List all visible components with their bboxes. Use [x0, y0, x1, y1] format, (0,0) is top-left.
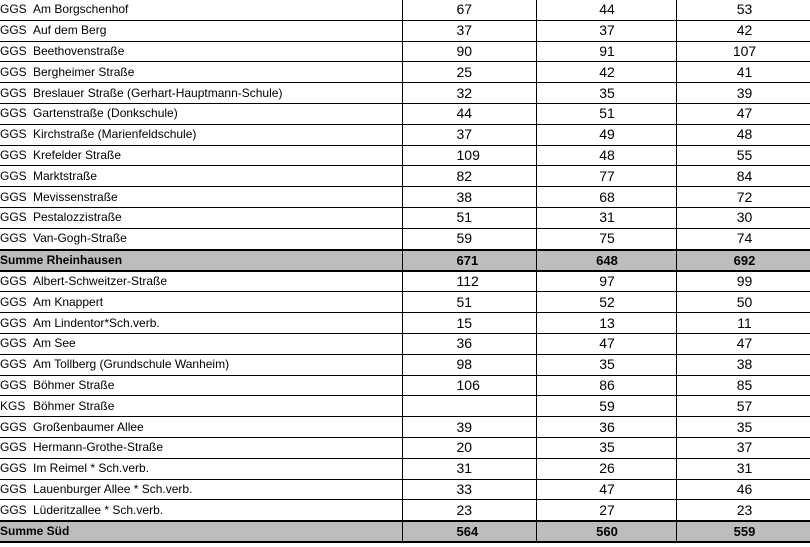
- value-cell-a: 33: [402, 479, 536, 500]
- school-name: Auf dem Berg: [33, 23, 107, 38]
- value-cell-b: 75: [536, 228, 676, 249]
- value-cell-b: 48: [536, 145, 676, 166]
- school-type: GGS: [0, 147, 27, 162]
- value-cell-b: 97: [536, 271, 676, 292]
- value-cell-c: 85: [676, 375, 810, 396]
- value-cell-c: 30: [676, 207, 810, 228]
- school-type: GGS: [0, 23, 27, 38]
- school-name-cell: [0, 62, 402, 83]
- value-cell-a: 37: [402, 20, 536, 41]
- value-cell-b: 36: [536, 417, 676, 438]
- school-name: Am Lindentor*Sch.verb.: [33, 315, 160, 330]
- value-cell-c: 46: [676, 479, 810, 500]
- value-cell-c: 99: [676, 271, 810, 292]
- school-name-cell: [0, 479, 402, 500]
- value-cell-a: 112: [402, 271, 536, 292]
- value-cell-b: 49: [536, 124, 676, 145]
- value-cell-b: 47: [536, 333, 676, 354]
- value-cell-b: 42: [536, 62, 676, 83]
- value-cell-b: 86: [536, 375, 676, 396]
- school-type: GGS: [0, 168, 27, 183]
- school-name: Beethovenstraße: [33, 43, 125, 58]
- table-row: [0, 313, 810, 334]
- table-row: [0, 207, 810, 228]
- value-cell-b: 27: [536, 500, 676, 521]
- school-name-cell: [0, 20, 402, 41]
- value-cell-b: 91: [536, 41, 676, 62]
- value-cell-a: 20: [402, 437, 536, 458]
- school-name-cell: [0, 313, 402, 334]
- school-type: GGS: [0, 189, 27, 204]
- school-name: Am Tollberg (Grundschule Wanheim): [33, 357, 230, 372]
- school-name: Mevissenstraße: [33, 189, 118, 204]
- school-type: GGS: [0, 43, 27, 58]
- table-row: [0, 83, 810, 104]
- school-name: Am See: [33, 336, 76, 351]
- school-name-cell: [0, 207, 402, 228]
- school-name: Hermann-Grothe-Straße: [33, 440, 164, 455]
- value-cell-a: 38: [402, 187, 536, 208]
- summary-row: [0, 250, 810, 271]
- table-row: [0, 396, 810, 417]
- value-cell-c: 41: [676, 62, 810, 83]
- value-cell-a: [402, 396, 536, 417]
- summary-label: Summe Rheinhausen: [0, 252, 123, 267]
- value-cell-a: 109: [402, 145, 536, 166]
- school-name: Lüderitzallee * Sch.verb.: [33, 502, 164, 517]
- value-cell-a: 82: [402, 166, 536, 187]
- school-name: Im Reimel * Sch.verb.: [33, 461, 150, 476]
- value-cell-b: 52: [536, 292, 676, 313]
- table-row: [0, 0, 810, 20]
- school-name-cell: [0, 396, 402, 417]
- school-type: GGS: [0, 231, 27, 246]
- value-cell-a: 44: [402, 103, 536, 124]
- school-name: Krefelder Straße: [33, 147, 122, 162]
- table-row: [0, 500, 810, 521]
- school-name: Breslauer Straße (Gerhart-Hauptmann-Schule): [33, 85, 283, 100]
- school-name-cell: [0, 145, 402, 166]
- school-name-cell: [0, 124, 402, 145]
- value-cell-b: 13: [536, 313, 676, 334]
- school-name-cell: [0, 228, 402, 249]
- value-cell-c: 48: [676, 124, 810, 145]
- value-cell-c: 559: [676, 521, 810, 542]
- school-type: GGS: [0, 377, 27, 392]
- value-cell-a: 32: [402, 83, 536, 104]
- school-name-cell: [0, 41, 402, 62]
- table-row: [0, 271, 810, 292]
- value-cell-c: 55: [676, 145, 810, 166]
- school-type: GGS: [0, 502, 27, 517]
- value-cell-c: 39: [676, 83, 810, 104]
- school-name-cell: [0, 500, 402, 521]
- school-name-cell: [0, 437, 402, 458]
- value-cell-c: 72: [676, 187, 810, 208]
- school-name: Van-Gogh-Straße: [33, 231, 127, 246]
- value-cell-b: 648: [536, 250, 676, 271]
- value-cell-c: 23: [676, 500, 810, 521]
- value-cell-c: 35: [676, 417, 810, 438]
- summary-label: Summe Süd: [0, 524, 70, 539]
- value-cell-b: 51: [536, 103, 676, 124]
- value-cell-c: 37: [676, 437, 810, 458]
- school-type: GGS: [0, 2, 27, 17]
- value-cell-b: 26: [536, 458, 676, 479]
- school-type: GGS: [0, 440, 27, 455]
- value-cell-a: 39: [402, 417, 536, 438]
- school-name-cell: [0, 521, 402, 542]
- value-cell-b: 59: [536, 396, 676, 417]
- value-cell-b: 560: [536, 521, 676, 542]
- school-name: Kirchstraße (Marienfeldschule): [33, 127, 197, 142]
- table-row: [0, 375, 810, 396]
- school-type: KGS: [0, 398, 26, 413]
- school-type: GGS: [0, 315, 27, 330]
- school-name-cell: [0, 187, 402, 208]
- value-cell-b: 68: [536, 187, 676, 208]
- table-row: [0, 187, 810, 208]
- value-cell-b: 77: [536, 166, 676, 187]
- school-name: Albert-Schweitzer-Straße: [33, 273, 168, 288]
- school-name: Böhmer Straße: [33, 398, 115, 413]
- school-type: GGS: [0, 85, 27, 100]
- table-row: [0, 228, 810, 249]
- value-cell-a: 106: [402, 375, 536, 396]
- value-cell-c: 74: [676, 228, 810, 249]
- value-cell-a: 59: [402, 228, 536, 249]
- school-name-cell: [0, 292, 402, 313]
- school-name: Am Knappert: [33, 294, 104, 309]
- summary-row: [0, 521, 810, 542]
- value-cell-c: 692: [676, 250, 810, 271]
- school-type: GGS: [0, 294, 27, 309]
- school-type: GGS: [0, 336, 27, 351]
- table-row: [0, 20, 810, 41]
- value-cell-a: 31: [402, 458, 536, 479]
- school-name-cell: [0, 250, 402, 271]
- value-cell-a: 36: [402, 333, 536, 354]
- value-cell-c: 31: [676, 458, 810, 479]
- value-cell-a: 23: [402, 500, 536, 521]
- school-type: GGS: [0, 127, 27, 142]
- school-type: GGS: [0, 210, 27, 225]
- school-name-cell: [0, 103, 402, 124]
- table-row: [0, 333, 810, 354]
- value-cell-a: 98: [402, 354, 536, 375]
- value-cell-c: 38: [676, 354, 810, 375]
- table-row: [0, 417, 810, 438]
- value-cell-a: 51: [402, 292, 536, 313]
- value-cell-a: 51: [402, 207, 536, 228]
- table-row: [0, 354, 810, 375]
- value-cell-c: 57: [676, 396, 810, 417]
- table-row: [0, 292, 810, 313]
- school-type: GGS: [0, 461, 27, 476]
- table-row: [0, 479, 810, 500]
- school-type: GGS: [0, 419, 27, 434]
- school-name-cell: [0, 333, 402, 354]
- school-type: GGS: [0, 481, 27, 496]
- table-row: [0, 124, 810, 145]
- school-name-cell: [0, 417, 402, 438]
- school-name: Gartenstraße (Donkschule): [33, 106, 178, 121]
- value-cell-a: 671: [402, 250, 536, 271]
- school-name-cell: [0, 83, 402, 104]
- table-row: [0, 458, 810, 479]
- value-cell-a: 564: [402, 521, 536, 542]
- value-cell-c: 50: [676, 292, 810, 313]
- value-cell-b: 35: [536, 354, 676, 375]
- value-cell-c: 47: [676, 103, 810, 124]
- school-name: Böhmer Straße: [33, 377, 115, 392]
- school-name: Pestalozzistraße: [33, 210, 122, 225]
- school-name: Lauenburger Allee * Sch.verb.: [33, 481, 193, 496]
- school-name: Großenbaumer Allee: [33, 419, 144, 434]
- school-name: Am Borgschenhof: [33, 2, 129, 17]
- value-cell-c: 42: [676, 20, 810, 41]
- table-row: [0, 41, 810, 62]
- value-cell-a: 15: [402, 313, 536, 334]
- value-cell-c: 84: [676, 166, 810, 187]
- value-cell-b: 37: [536, 20, 676, 41]
- table-row: [0, 166, 810, 187]
- table-row: [0, 103, 810, 124]
- school-name-cell: [0, 166, 402, 187]
- school-name-cell: [0, 354, 402, 375]
- value-cell-c: 47: [676, 333, 810, 354]
- table-row: [0, 437, 810, 458]
- value-cell-c: 53: [676, 0, 810, 20]
- table-row: [0, 62, 810, 83]
- school-name-cell: [0, 271, 402, 292]
- school-name-cell: [0, 0, 402, 20]
- school-type: GGS: [0, 106, 27, 121]
- value-cell-c: 107: [676, 41, 810, 62]
- value-cell-c: 11: [676, 313, 810, 334]
- value-cell-b: 31: [536, 207, 676, 228]
- value-cell-a: 90: [402, 41, 536, 62]
- school-name: Bergheimer Straße: [33, 64, 135, 79]
- table-row: [0, 145, 810, 166]
- value-cell-b: 35: [536, 437, 676, 458]
- value-cell-a: 37: [402, 124, 536, 145]
- value-cell-b: 47: [536, 479, 676, 500]
- value-cell-b: 44: [536, 0, 676, 20]
- school-type: GGS: [0, 357, 27, 372]
- value-cell-a: 25: [402, 62, 536, 83]
- school-name: Marktstraße: [33, 168, 98, 183]
- school-type: GGS: [0, 273, 27, 288]
- value-cell-a: 67: [402, 0, 536, 20]
- school-type: GGS: [0, 64, 27, 79]
- value-cell-b: 35: [536, 83, 676, 104]
- school-name-cell: [0, 458, 402, 479]
- school-name-cell: [0, 375, 402, 396]
